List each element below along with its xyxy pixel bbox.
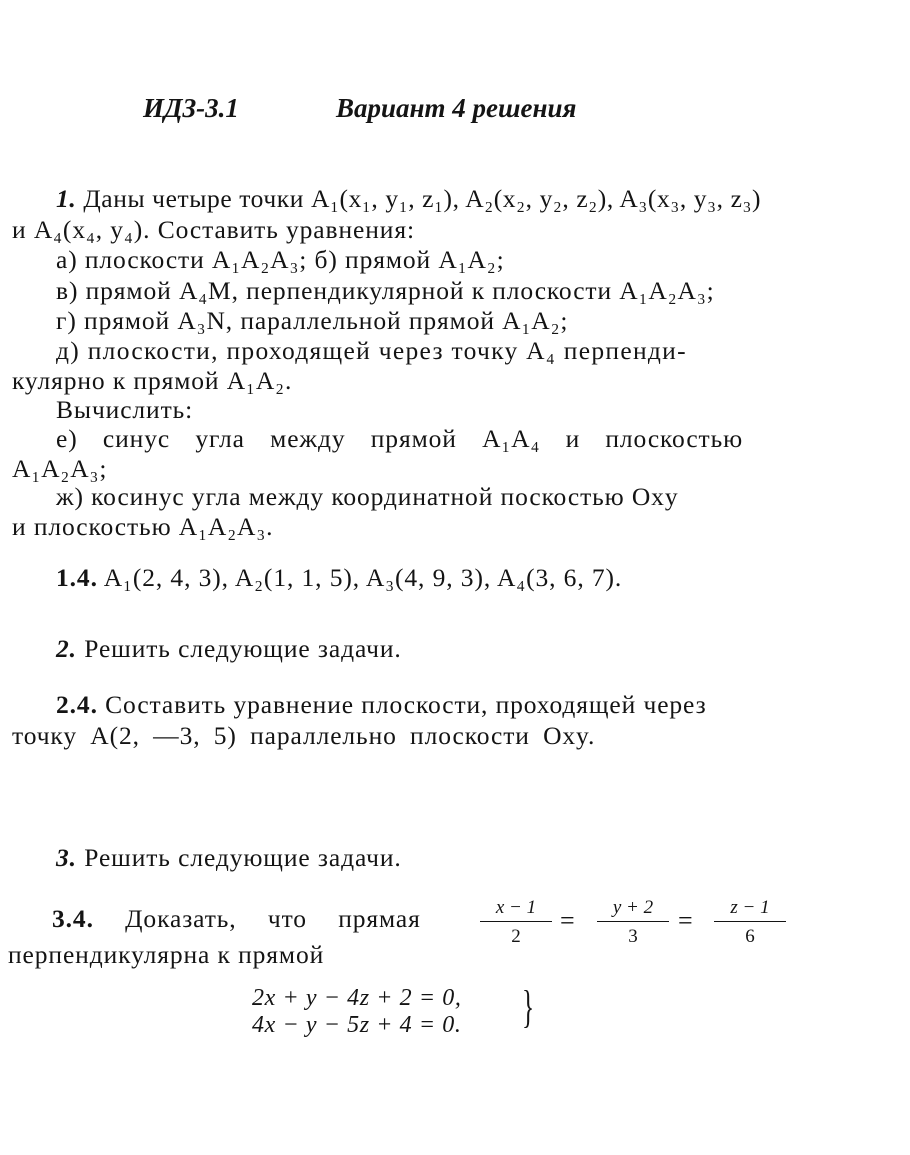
task1-line-8: Вычислить:: [56, 395, 194, 424]
task1-line-2: и A₄(x₄, y₄). Составить уравнения:: [12, 215, 415, 244]
header-left-title: ИДЗ-3.1: [143, 93, 239, 123]
task3-4-number: 3.4.: [52, 904, 94, 933]
task1-4-number: 1.4.: [56, 563, 98, 592]
fraction-z: z − 1 6: [714, 898, 786, 946]
task1-line-12: и плоскостью A₁A₂A₃.: [12, 512, 274, 541]
task3-4-line-2: перпендикулярна к прямой: [8, 940, 325, 969]
task1-line-1: 1. Даны четыре точки A₁(x₁, y₁, z₁), A₂(x₂, y₂, z₂), A₃(x₃, y₃, z₃): [56, 184, 762, 213]
equals-sign-2: =: [678, 906, 693, 935]
task3-4-line-1: 3.4. Доказать, что прямая: [52, 904, 421, 933]
task2-number: 2.: [56, 634, 77, 663]
system-equation-2: 4x − y − 5z + 4 = 0.: [252, 1012, 462, 1038]
task1-4-points: A₁(2, 4, 3), A₂(1, 1, 5), A₃(4, 9, 3), A₄(3, 6, 7).: [103, 563, 623, 592]
task1-line-4: в) прямой A₄M, перпендикулярной к плоскости A₁A₂A₃;: [56, 276, 715, 305]
task2-4-line-2: точку A(2, —3, 5) параллельно плоскости Oxy.: [12, 721, 596, 750]
system-equation-1: 2x + y − 4z + 2 = 0,: [252, 985, 462, 1011]
task1-line-5: г) прямой A₃N, параллельной прямой A₁A₂;: [56, 306, 569, 335]
header-variant-title: Вариант 4 решения: [336, 93, 577, 123]
task1-line-10: A₁A₂A₃;: [12, 454, 108, 483]
fraction-y: y + 2 3: [597, 898, 669, 946]
task1-line-6: д) плоскости, проходящей через точку A₄ перпенди-: [56, 336, 687, 365]
task2-4-line-1: 2.4. Составить уравнение плоскости, проходящей через: [56, 690, 707, 719]
task1-number: 1.: [56, 184, 77, 213]
system-brace: }: [522, 981, 535, 1032]
equals-sign-1: =: [560, 906, 575, 935]
task3-number: 3.: [56, 843, 77, 872]
task2-4-number: 2.4.: [56, 690, 98, 719]
task3-line: 3. Решить следующие задачи.: [56, 843, 402, 872]
task2-line: 2. Решить следующие задачи.: [56, 634, 402, 663]
task1-4-line: [56, 565, 622, 591]
task1-line-9: е) синус угла между прямой A₁A₄ и плоскостью: [56, 424, 744, 453]
fraction-x: x − 1 2: [480, 898, 552, 946]
task1-line-7: кулярно к прямой A₁A₂.: [12, 366, 293, 395]
task1-line-11: ж) косинус угла между координатной поскостью Oxy: [56, 482, 679, 511]
task1-line-3: а) плоскости A₁A₂A₃; б) прямой A₁A₂;: [56, 245, 505, 274]
